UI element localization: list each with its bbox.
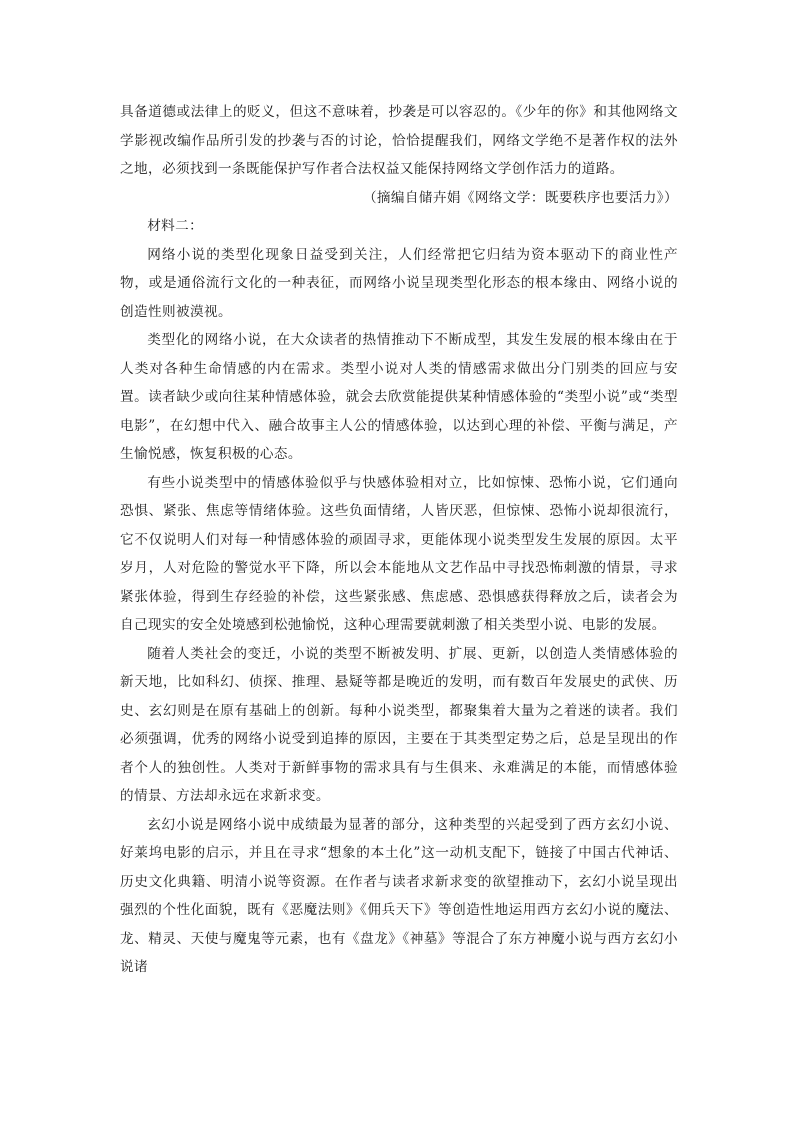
section-label: 材料二：: [147, 218, 204, 234]
paragraph: 有些小说类型中的情感体验似乎与快感体验相对立，比如惊悚、恐怖小说，它们通向恐惧、紧张、焦虑等情绪体验。这些负面情绪，人皆厌恶，但惊悚、恐怖小说却很流行，它不仅说明人们对每一种情感体验的顽固寻求，更能体现小说类型发生发展的原因。太平岁月，人对危险的警觉水平下降，所以会本能地从文艺作品中寻找恐怖刺激的情景，寻求紧张体验，得到生存经验的补偿，这些紧张感、焦虑感、恐惧感获得释放之后，读者会为自己现实的安全处境感到松弛愉悦，这种心理需要就刺激了相关类型小说、电影的发展。: [120, 474, 678, 633]
paragraph-continuation: 具备道德或法律上的贬义，但这不意味着，抄袭是可以容忍的。《少年的你》和其他网络文学影视改编作品所引发的抄袭与否的讨论，恰恰提醒我们，网络文学绝不是著作权的法外之地，必须找到一条既能保护写作者合法权益又能保持网络文学创作活力的道路。: [120, 104, 678, 177]
paragraph: 类型化的网络小说，在大众读者的热情推动下不断成型，其发生发展的根本缘由在于人类对各种生命情感的内在需求。类型小说对人类的情感需求做出分门别类的回应与安置。读者缺少或向往某种情感体验，就会去欣赏能提供某种情感体验的“类型小说”或“类型电影”，在幻想中代入、融合故事主人公的情感体验，以达到心理的补偿、平衡与满足，产生愉悦感，恢复积极的心态。: [120, 332, 678, 462]
document-body: [120, 98, 678, 982]
paragraph: 玄幻小说是网络小说中成绩最为显著的部分，这种类型的兴起受到了西方玄幻小说、好莱坞电影的启示，并且在寻求“想象的本土化”这一动机支配下，链接了中国古代神话、历史文化典籍、明清小说等资源。在作者与读者求新求变的欲望推动下，玄幻小说呈现出强烈的个性化面貌，既有《恶魔法则》《佣兵天下》等创造性地运用西方玄幻小说的魔法、龙、精灵、天使与魔鬼等元素，也有《盘龙》《神墓》等混合了东方神魔小说与西方玄幻小说诸: [120, 816, 678, 975]
source-citation: （摘编自储卉娟《网络文学：既要秩序也要活力》）: [362, 189, 678, 206]
paragraph: 随着人类社会的变迁，小说的类型不断被发明、扩展、更新，以创造人类情感体验的新天地，比如科幻、侦探、推理、悬疑等都是晚近的发明，而有数百年发展史的武侠、历史、玄幻则是在原有基础上的创新。每种小说类型，都聚集着大量为之着迷的读者。我们必须强调，优秀的网络小说受到追捧的原因，主要在于其类型定势之后，总是呈现出的作者个人的独创性。人类对于新鲜事物的需求具有与生俱来、永难满足的本能，而情感体验的情景、方法却永远在求新求变。: [120, 645, 678, 804]
paragraph: 网络小说的类型化现象日益受到关注，人们经常把它归结为资本驱动下的商业性产物，或是通俗流行文化的一种表征，而网络小说呈现类型化形态的根本缘由、网络小说的创造性则被漠视。: [120, 246, 678, 320]
